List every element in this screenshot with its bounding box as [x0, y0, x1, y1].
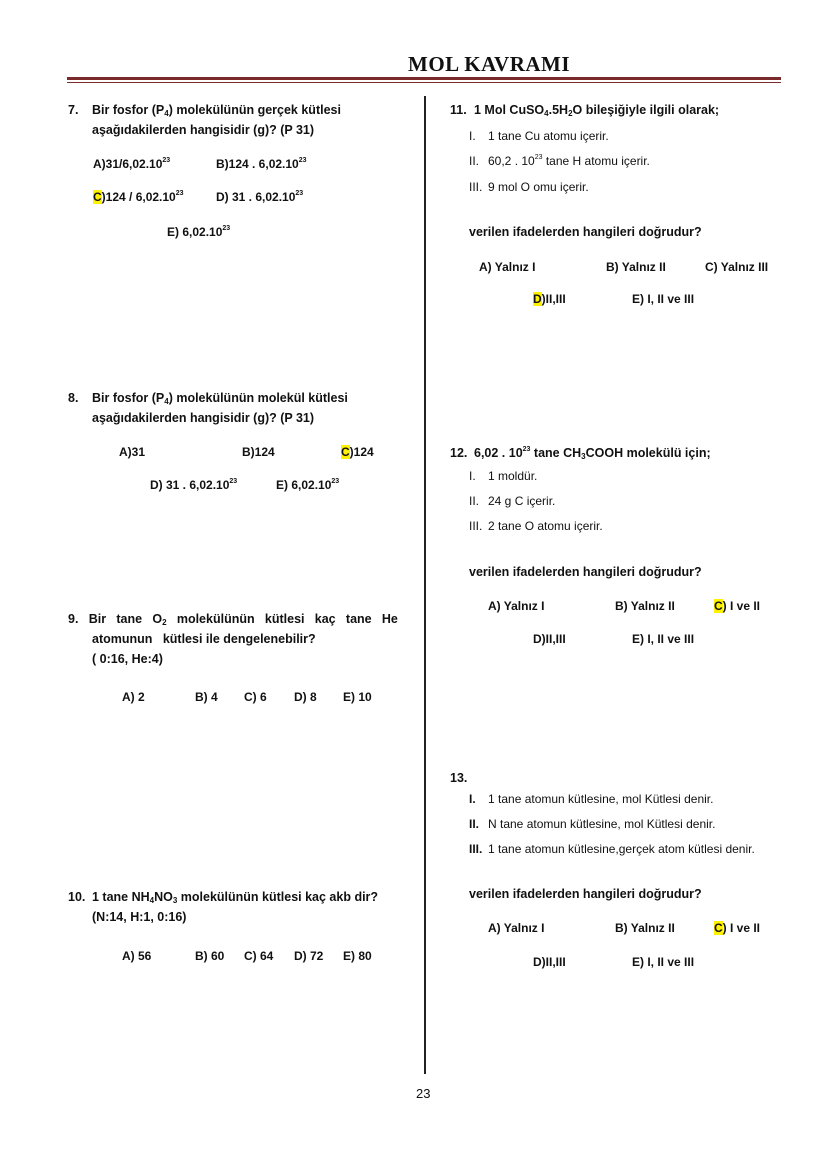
- q10-option-d[interactable]: D) 72: [294, 949, 324, 963]
- header-rule-thick: [67, 77, 781, 80]
- q13-option-e[interactable]: E) I, II ve III: [632, 955, 695, 969]
- q13-option-b[interactable]: B) Yalnız II: [615, 921, 675, 935]
- q13-option-d[interactable]: D)II,III: [533, 955, 566, 969]
- q9-line2: atomunun kütlesi ile dengelenebilir?: [92, 632, 316, 646]
- q9-line1: 9. Bir tane $O_2$ molekülünün kütlesi kaç tane He: [68, 612, 398, 627]
- q7-option-d[interactable]: D) 31 . 6,02.10$^{23}$: [216, 190, 304, 204]
- q10-option-c[interactable]: C) 64: [244, 949, 274, 963]
- q11-option-e[interactable]: E) I, II ve III: [632, 292, 695, 306]
- q13-item-3: III. 1 tane atomun kütlesine,gerçek atom kütlesi denir.: [469, 842, 755, 856]
- q8-option-a[interactable]: A)31: [119, 445, 146, 459]
- q11-item-2: II. 60,2 . $10^{23}$ tane H atomu içerir.: [469, 154, 650, 168]
- q12-option-e[interactable]: E) I, II ve III: [632, 632, 695, 646]
- q12-line1: 12. 6,02 . $10^{23}$ tane $CH_3COOH$ molekülü için;: [450, 446, 711, 461]
- q11-prompt: verilen ifadelerden hangileri doğrudur?: [469, 225, 702, 239]
- answer-highlight: C: [341, 445, 350, 459]
- q7-line1: 7. Bir fosfor $(P_4)$ molekülünün gerçek kütlesi: [68, 103, 341, 118]
- q8-option-d[interactable]: D) 31 . 6,02.10$^{23}$: [150, 478, 238, 492]
- q9-option-a[interactable]: A) 2: [122, 690, 145, 704]
- column-divider: [424, 96, 426, 1074]
- page-title: MOL KAVRAMI: [408, 52, 571, 76]
- q11-option-b[interactable]: B) Yalnız II: [606, 260, 666, 274]
- q8-option-b[interactable]: B)124: [242, 445, 275, 459]
- q11-option-c[interactable]: C) Yalnız III: [705, 260, 769, 274]
- q10-option-a[interactable]: A) 56: [122, 949, 152, 963]
- page-number: 23: [416, 1086, 431, 1101]
- q7-option-a[interactable]: A)31/6,02.10$^{23}$: [93, 157, 171, 171]
- q9-option-c[interactable]: C) 6: [244, 690, 267, 704]
- q10-option-e[interactable]: E) 80: [343, 949, 372, 963]
- answer-highlight: D: [533, 292, 542, 306]
- q7-line2: aşağıdakilerden hangisidir (g)? (P 31): [92, 123, 315, 137]
- q13-prompt: verilen ifadelerden hangileri doğrudur?: [469, 887, 702, 901]
- q13-item-1: I. 1 tane atomun kütlesine, mol Kütlesi denir.: [469, 792, 714, 806]
- q12-option-d[interactable]: D)II,III: [533, 632, 566, 646]
- q9-option-d[interactable]: D) 8: [294, 690, 317, 704]
- q8-option-e[interactable]: E) 6,02.10$^{23}$: [276, 478, 340, 492]
- q7-option-e[interactable]: E) 6,02.10$^{23}$: [167, 225, 231, 239]
- q12-prompt: verilen ifadelerden hangileri doğrudur?: [469, 565, 702, 579]
- q10-line1: 10. 1 tane $NH_4NO_3$ molekülünün kütlesi kaç akb dir?: [68, 890, 379, 905]
- q11-line1: 11. 1 Mol $CuSO_4.5H_2O$ bileşiğiyle ilgili olarak;: [450, 103, 720, 118]
- q8-line1: 8. Bir fosfor $(P_4)$ molekülünün molekül kütlesi: [68, 391, 348, 406]
- q7-option-c[interactable]: C)124 / 6,02.10$^{23}$: [93, 190, 184, 204]
- q9-line3: ( 0:16, He:4): [92, 652, 163, 666]
- q11-item-3: III. 9 mol O omu içerir.: [469, 180, 589, 194]
- answer-highlight: C: [93, 190, 102, 204]
- q12-item-3: III. 2 tane O atomu içerir.: [469, 519, 603, 533]
- q12-option-c[interactable]: C) I ve II: [714, 599, 761, 613]
- q12-option-a[interactable]: A) Yalnız I: [488, 599, 545, 613]
- q7-option-b[interactable]: B)124 . 6,02.10$^{23}$: [216, 157, 307, 171]
- q13-option-c[interactable]: C) I ve II: [714, 921, 761, 935]
- q10-option-b[interactable]: B) 60: [195, 949, 225, 963]
- q9-option-b[interactable]: B) 4: [195, 690, 218, 704]
- q8-option-c[interactable]: C)124: [341, 445, 374, 459]
- q11-option-d[interactable]: D)II,III: [533, 292, 566, 306]
- answer-highlight: C: [714, 921, 723, 935]
- q10-line2: (N:14, H:1, 0:16): [92, 910, 187, 924]
- q11-option-a[interactable]: A) Yalnız I: [479, 260, 536, 274]
- header-rule-thin: [67, 82, 781, 83]
- q11-item-1: I. 1 tane Cu atomu içerir.: [469, 129, 609, 143]
- q13-item-2: II. N tane atomun kütlesine, mol Kütlesi denir.: [469, 817, 716, 831]
- answer-highlight: C: [714, 599, 723, 613]
- q12-option-b[interactable]: B) Yalnız II: [615, 599, 675, 613]
- q8-line2: aşağıdakilerden hangisidir (g)? (P 31): [92, 411, 315, 425]
- q12-item-2: II. 24 g C içerir.: [469, 494, 556, 508]
- q12-item-1: I. 1 moldür.: [469, 469, 538, 483]
- q13-number: 13.: [450, 771, 468, 785]
- q9-option-e[interactable]: E) 10: [343, 690, 372, 704]
- q13-option-a[interactable]: A) Yalnız I: [488, 921, 545, 935]
